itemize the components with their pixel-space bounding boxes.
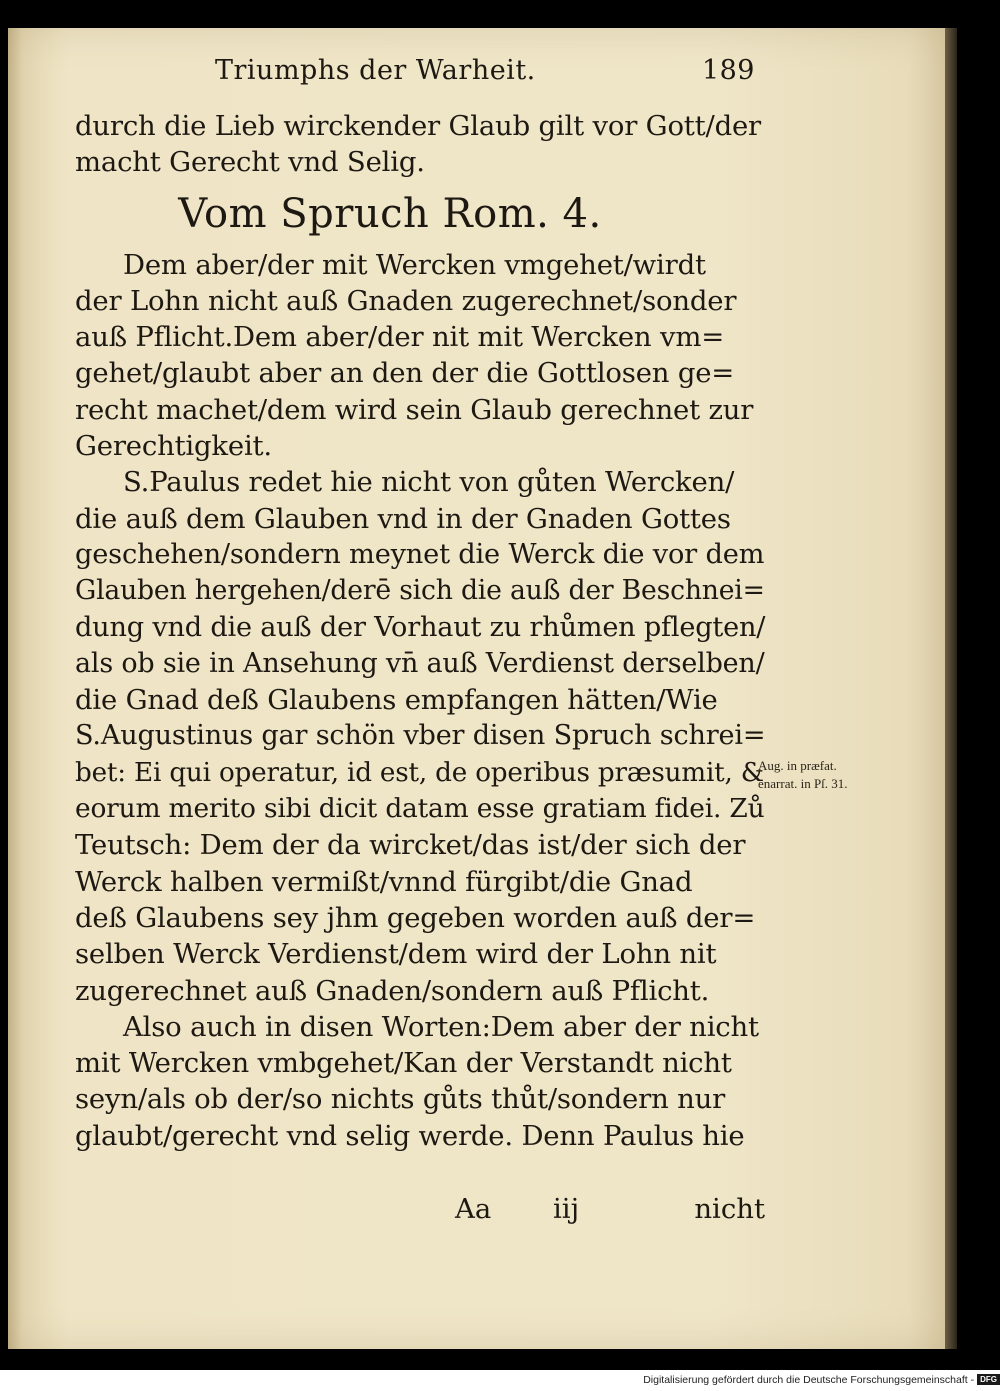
text-line: Gerechtigkeit. — [75, 430, 272, 463]
catchline — [75, 1193, 765, 1229]
text-line: auß Pflicht.Dem aber/der nit mit Wercken vm= — [75, 321, 725, 354]
text-line: deß Glaubens sey jhm gegeben worden auß der= — [75, 901, 756, 934]
text-line: Teutsch: Dem der da wircket/das ist/der sich der — [75, 829, 746, 862]
running-head — [215, 55, 755, 86]
text-line: eorum merito sibi dicit datam esse gratiam fidei. Zů — [75, 793, 765, 825]
text-line: Also auch in disen Worten:Dem aber der nicht — [123, 1010, 759, 1043]
text-line: S.Augustinus gar schön vber disen Spruch schrei= — [75, 720, 766, 752]
text-line: macht Gerecht vnd Selig. — [75, 146, 425, 179]
footer-text: Digitalisierung gefördert durch die Deutsche Forschungsgemeinschaft - — [643, 1374, 975, 1386]
marginal-note-line: enarrat. in Pſ. 31. — [758, 776, 848, 791]
marginal-note — [758, 757, 848, 793]
text-line: geschehen/sondern meynet die Werck die vor dem — [75, 538, 765, 570]
signature-number: iij — [553, 1193, 580, 1225]
text-line: dung vnd die auß der Vorhaut zu rhůmen pflegten/ — [75, 611, 766, 643]
text-line: bet: Ei qui operatur, id est, de operibus præsumit, & — [75, 757, 764, 788]
text-line: durch die Lieb wirckender Glaub gilt vor Gott/der — [75, 110, 761, 142]
text-line: glaubt/gerecht vnd selig werde. Denn Paulus hie — [75, 1119, 745, 1152]
text-line: Glauben hergehen/derē sich die auß der Beschnei= — [75, 575, 765, 607]
text-line: Werck halben vermißt/vnnd fürgibt/die Gnad — [75, 865, 693, 898]
text-line: die auß dem Glauben vnd in der Gnaden Gottes — [75, 502, 731, 535]
text-line: zugerechnet auß Gnaden/sondern auß Pflicht. — [75, 974, 710, 1007]
digitization-footer — [600, 1374, 1000, 1386]
section-heading: Vom Spruch Rom. 4. — [178, 190, 602, 237]
dfg-logo: DFG — [977, 1374, 1000, 1385]
text-line: mit Wercken vmbgehet/Kan der Verstandt nicht — [75, 1047, 732, 1080]
marginal-note-line: Aug. in præfat. — [758, 758, 837, 773]
page-edge-shadow — [945, 28, 957, 1349]
text-line: gehet/glaubt aber an den der die Gottlosen ge= — [75, 357, 735, 390]
catchword: nicht — [694, 1193, 765, 1225]
text-line: als ob sie in Ansehung vn̄ auß Verdienst derselben/ — [75, 647, 765, 679]
text-line: der Lohn nicht auß Gnaden zugerechnet/sonder — [75, 284, 737, 317]
text-line: seyn/als ob der/so nichts gůts thůt/sondern nur — [75, 1083, 726, 1116]
text-line: Dem aber/der mit Wercken vmgehet/wirdt — [123, 248, 706, 281]
text-line: die Gnad deß Glaubens empfangen hätten/Wie — [75, 684, 718, 717]
running-head-title: Triumphs der Warheit. — [215, 55, 536, 86]
page-number: 189 — [701, 55, 755, 86]
text-line: S.Paulus redet hie nicht von gůten Wercken/ — [123, 466, 735, 499]
body-text — [75, 108, 765, 1154]
text-line: recht machet/dem wird sein Glaub gerechnet zur — [75, 393, 754, 426]
text-line: selben Werck Verdienst/dem wird der Lohn nit — [75, 938, 717, 971]
signature-mark: Aa — [455, 1193, 492, 1225]
